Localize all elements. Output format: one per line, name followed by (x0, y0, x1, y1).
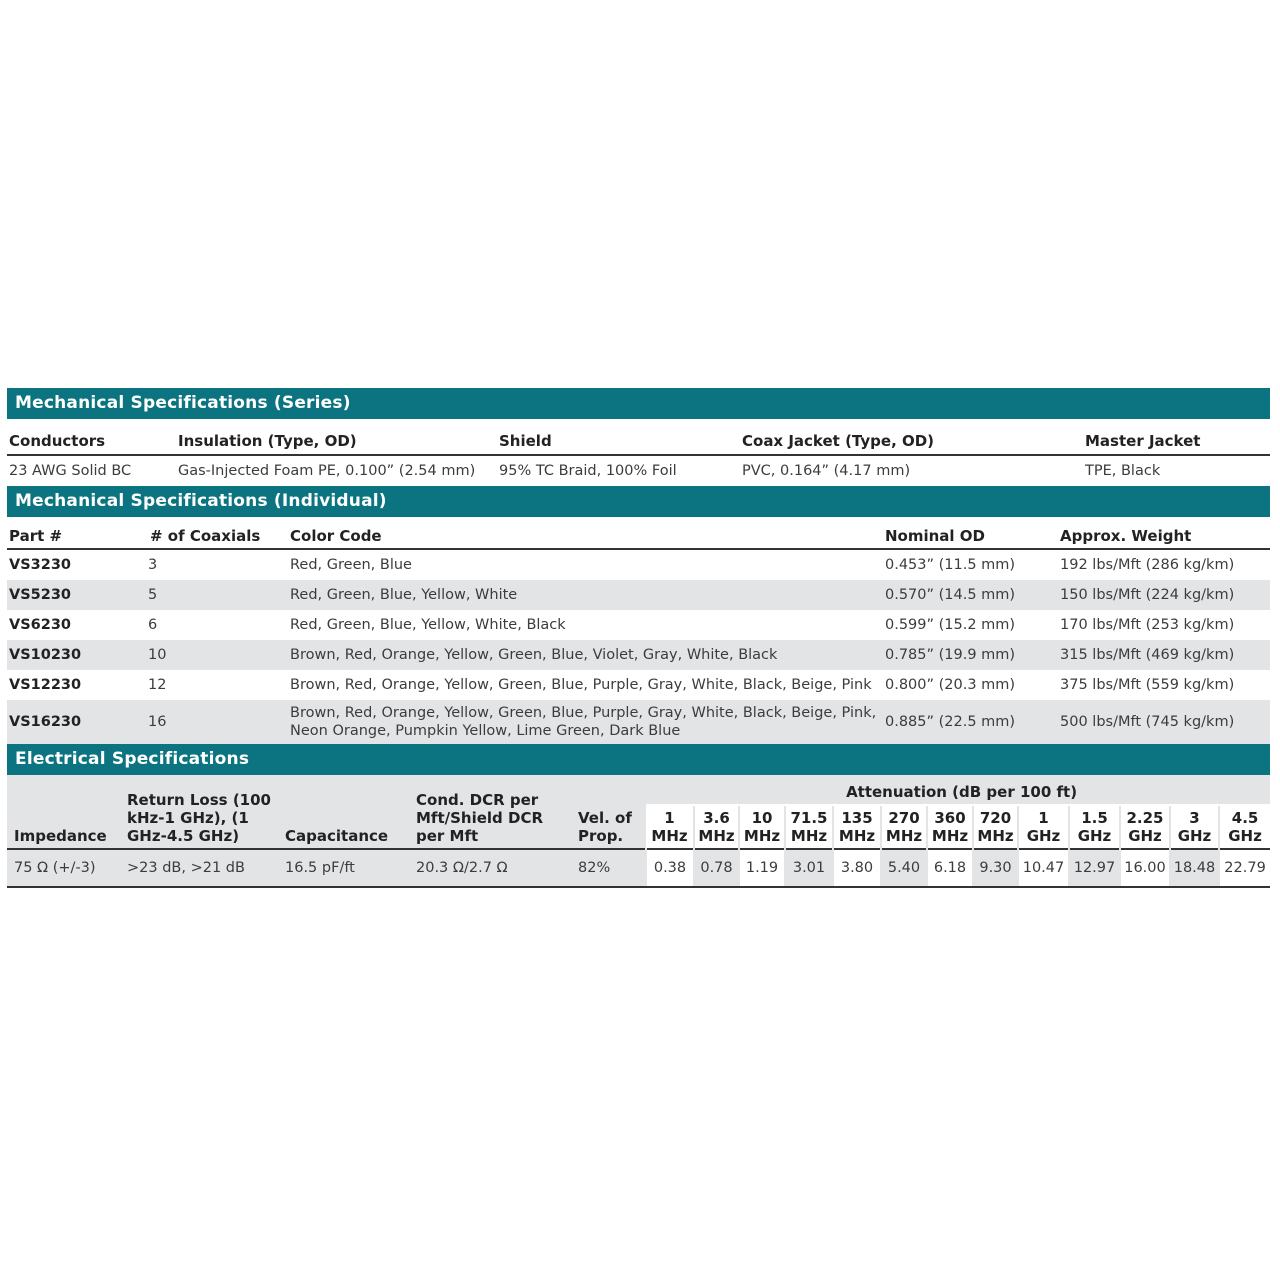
series-table (7, 419, 1270, 486)
color-code: Brown, Red, Orange, Yellow, Green, Blue, Purple, Gray, White, Black, Beige, Pink, Neon Orange, Pumpkin Yellow, Lime Green, Dark Blue (288, 700, 883, 744)
table-row (7, 670, 1270, 700)
frequency-value: 2.25 (1126, 809, 1164, 827)
col-conductors: Conductors (9, 432, 106, 450)
frequency-unit: GHz (1128, 827, 1162, 845)
dcr-header: Cond. DCR per Mft/Shield DCR per Mft (416, 791, 544, 845)
col-coaxials: # of Coaxials (150, 527, 261, 545)
nominal-od: 0.570” (14.5 mm) (883, 580, 1058, 610)
frequency-value: 1.5 (1081, 809, 1108, 827)
frequency-value: 3.6 (703, 809, 730, 827)
impedance-value: 75 Ω (+/-3) (14, 860, 96, 876)
frequency-unit: MHz (931, 827, 969, 845)
return-loss-value: >23 dB, >21 dB (127, 860, 245, 876)
frequency-unit: GHz (1228, 827, 1262, 845)
coax-count: 16 (148, 700, 288, 744)
col-weight: Approx. Weight (1060, 527, 1192, 545)
frequency-header (1018, 805, 1069, 849)
frequency-header (1219, 805, 1270, 849)
return-loss-header: Return Loss (100 kHz-1 GHz), (1 GHz-4.5 GHz) (127, 791, 271, 845)
bottom-rule (7, 886, 1270, 888)
dcr-value: 20.3 Ω/2.7 Ω (416, 860, 508, 876)
coax-count: 5 (148, 580, 288, 610)
color-code: Red, Green, Blue (290, 557, 412, 573)
coax-count: 10 (148, 640, 288, 670)
frequency-header (1069, 805, 1120, 849)
table-row (7, 580, 1270, 610)
frequency-unit: MHz (838, 827, 876, 845)
col-coax-jacket: Coax Jacket (Type, OD) (742, 432, 935, 450)
approx-weight: 500 lbs/Mft (745 kg/km) (1058, 700, 1270, 744)
col-insulation: Insulation (Type, OD) (178, 432, 357, 450)
frequency-value: 3 (1189, 809, 1200, 827)
attenuation-value: 6.18 (927, 849, 973, 886)
attenuation-value: 16.00 (1120, 849, 1170, 886)
frequency-header (1120, 805, 1170, 849)
frequency-unit: GHz (1077, 827, 1112, 845)
frequency-unit: MHz (885, 827, 923, 845)
col-nominal-od: Nominal OD (885, 527, 985, 545)
frequency-value: 1 (664, 809, 675, 827)
attenuation-header: Attenuation (dB per 100 ft) (646, 775, 1270, 805)
individual-table (7, 517, 1270, 744)
col-master-jacket: Master Jacket (1085, 432, 1201, 450)
frequency-header (739, 805, 785, 849)
frequency-unit: MHz (743, 827, 781, 845)
spec-sheet (7, 388, 1270, 888)
series-section-title: Mechanical Specifications (Series) (7, 388, 1270, 419)
conductors-value: 23 AWG Solid BC (9, 463, 132, 479)
table-row (7, 700, 1270, 744)
frequency-header (881, 805, 927, 849)
approx-weight: 315 lbs/Mft (469 kg/km) (1058, 640, 1270, 670)
electrical-table (7, 775, 1270, 886)
table-row (7, 610, 1270, 640)
vop-value: 82% (578, 860, 611, 876)
frequency-unit: MHz (651, 827, 688, 845)
nominal-od: 0.599” (15.2 mm) (885, 617, 1016, 633)
attenuation-value: 10.47 (1018, 849, 1069, 886)
frequency-value: 71.5 (790, 809, 828, 827)
coax-jacket-value: PVC, 0.164” (4.17 mm) (742, 463, 911, 479)
table-row (7, 640, 1270, 670)
frequency-value: 135 (841, 809, 873, 827)
attenuation-value: 0.38 (646, 849, 694, 886)
attenuation-value: 5.40 (881, 849, 927, 886)
frequency-unit: MHz (977, 827, 1014, 845)
approx-weight: 150 lbs/Mft (224 kg/km) (1058, 580, 1270, 610)
frequency-value: 10 (751, 809, 773, 827)
part-number: VS3230 (9, 557, 72, 573)
part-number: VS10230 (7, 640, 148, 670)
table-row (7, 849, 1270, 886)
part-number: VS5230 (7, 580, 148, 610)
coax-count: 6 (148, 617, 158, 633)
capacitance-header: Capacitance (285, 827, 389, 845)
nominal-od: 0.785” (19.9 mm) (883, 640, 1058, 670)
frequency-header (833, 805, 881, 849)
frequency-unit: GHz (1177, 827, 1212, 845)
part-number: VS16230 (7, 700, 148, 744)
vop-header: Vel. of Prop. (578, 809, 632, 845)
impedance-header: Impedance (14, 827, 107, 845)
color-code: Brown, Red, Orange, Yellow, Green, Blue, Purple, Gray, White, Black, Beige, Pink (290, 677, 872, 693)
nominal-od: 0.800” (20.3 mm) (885, 677, 1016, 693)
part-number: VS12230 (9, 677, 82, 693)
capacitance-value: 16.5 pF/ft (285, 860, 355, 876)
frequency-value: 360 (934, 809, 966, 827)
attenuation-value: 1.19 (739, 849, 785, 886)
attenuation-value: 0.78 (694, 849, 739, 886)
coax-count: 12 (148, 677, 167, 693)
insulation-value: Gas-Injected Foam PE, 0.100” (2.54 mm) (178, 463, 476, 479)
frequency-value: 4.5 (1231, 809, 1259, 827)
shield-value: 95% TC Braid, 100% Foil (499, 463, 677, 479)
col-shield: Shield (499, 432, 552, 450)
frequency-header (646, 805, 694, 849)
frequency-unit: MHz (698, 827, 735, 845)
frequency-unit: MHz (790, 827, 828, 845)
frequency-header (973, 805, 1018, 849)
attenuation-value: 18.48 (1170, 849, 1219, 886)
nominal-od: 0.453” (11.5 mm) (885, 557, 1016, 573)
individual-section-title: Mechanical Specifications (Individual) (7, 486, 1270, 517)
frequency-header (694, 805, 739, 849)
electrical-section-title: Electrical Specifications (7, 744, 1270, 775)
attenuation-value: 9.30 (973, 849, 1018, 886)
attenuation-value: 3.80 (833, 849, 881, 886)
table-row (7, 549, 1270, 580)
coax-count: 3 (148, 557, 158, 573)
table-row (7, 455, 1270, 486)
frequency-value: 1 (1038, 809, 1049, 827)
attenuation-value: 3.01 (785, 849, 833, 886)
attenuation-value: 12.97 (1069, 849, 1120, 886)
approx-weight: 375 lbs/Mft (559 kg/km) (1060, 677, 1235, 693)
attenuation-value: 22.79 (1219, 849, 1270, 886)
nominal-od: 0.885” (22.5 mm) (883, 700, 1058, 744)
frequency-unit: GHz (1026, 827, 1061, 845)
frequency-value: 720 (979, 809, 1012, 827)
color-code: Brown, Red, Orange, Yellow, Green, Blue, Violet, Gray, White, Black (288, 640, 883, 670)
color-code: Red, Green, Blue, Yellow, White (288, 580, 883, 610)
master-jacket-value: TPE, Black (1085, 463, 1161, 479)
part-number: VS6230 (9, 617, 72, 633)
frequency-value: 270 (888, 809, 920, 827)
col-part: Part # (9, 527, 63, 545)
frequency-header (785, 805, 833, 849)
frequency-header (927, 805, 973, 849)
approx-weight: 192 lbs/Mft (286 kg/km) (1060, 557, 1235, 573)
approx-weight: 170 lbs/Mft (253 kg/km) (1060, 617, 1235, 633)
col-color-code: Color Code (290, 527, 382, 545)
frequency-header (1170, 805, 1219, 849)
color-code: Red, Green, Blue, Yellow, White, Black (290, 617, 566, 633)
